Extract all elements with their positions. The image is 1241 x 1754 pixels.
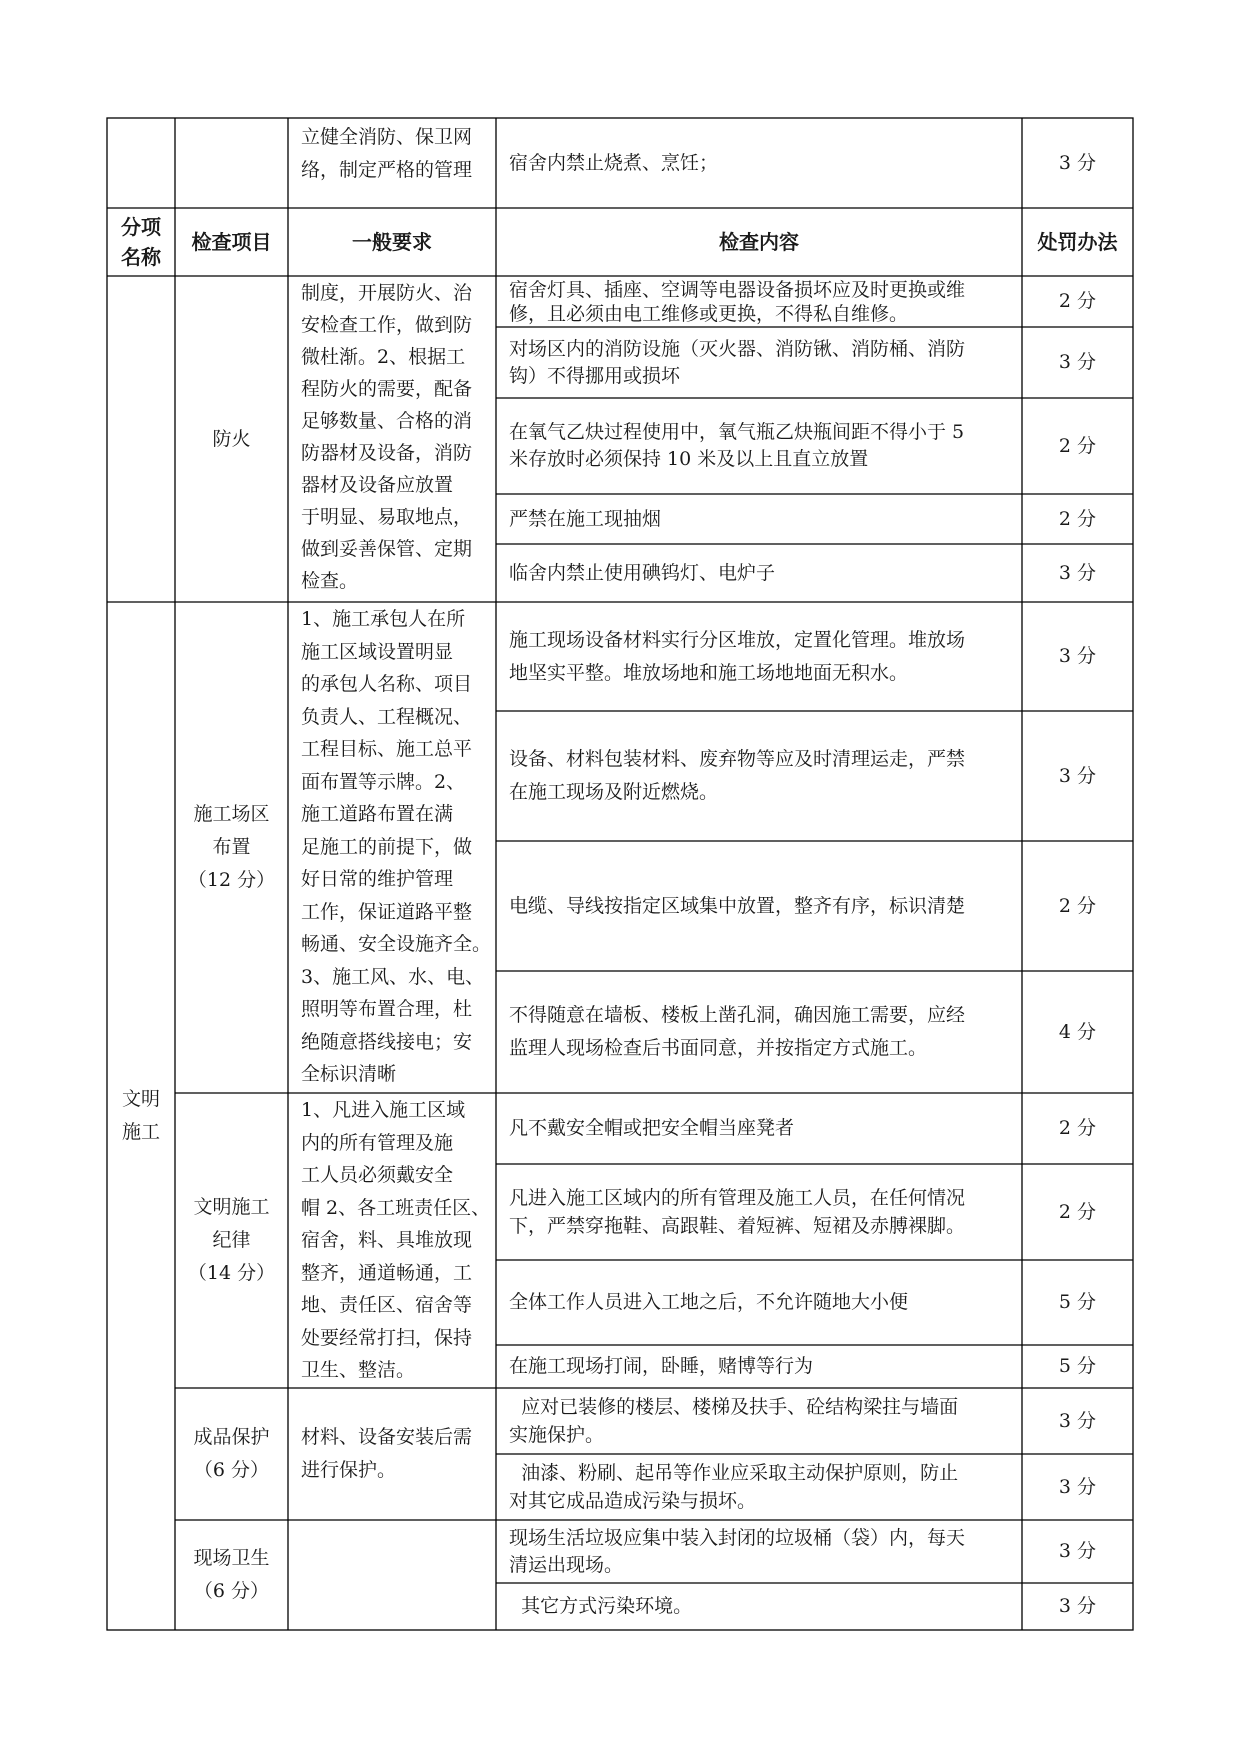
- header-content-label: 检查内容: [719, 229, 799, 254]
- penalty-value: 3 分: [1058, 1595, 1097, 1617]
- requirement-line: 材料、设备安装后需: [301, 1426, 473, 1448]
- content-line: 凡不戴安全帽或把安全帽当座凳者: [509, 1117, 795, 1139]
- requirement-line: 3、施工风、水、电、: [301, 965, 485, 988]
- penalty-value: 3 分: [1058, 1475, 1097, 1498]
- requirement-line: 面布置等示牌。2、: [301, 770, 466, 793]
- requirement-line: 地、责任区、宿舍等: [301, 1294, 473, 1316]
- fire-penalty-1: [1023, 277, 1132, 326]
- content-line: 地坚实平整。堆放场地和施工场地地面无积水。: [509, 661, 909, 684]
- header-requirement-label: 一般要求: [352, 229, 432, 254]
- header-category-line: 分项: [121, 215, 161, 239]
- item-line: （6 分）: [193, 1580, 270, 1602]
- requirement-line: 好日常的维护管理: [301, 868, 454, 890]
- content-line: 修，且必须由电工维修或更换，不得私自维修。: [509, 302, 909, 325]
- penalty-value: 2 分: [1058, 434, 1097, 457]
- hygiene-penalty-1: [1023, 1521, 1132, 1582]
- requirement-line: 检查。: [301, 570, 359, 592]
- discipline-penalty-1: [1023, 1094, 1132, 1163]
- discipline-content-2: [497, 1165, 1021, 1259]
- fire-penalty-3: [1023, 399, 1132, 493]
- requirement-line: 负责人、工程概况、: [301, 705, 473, 728]
- requirement-line: 微杜渐。2、根据工: [301, 346, 466, 368]
- penalty-value: 3 分: [1058, 561, 1097, 584]
- header-category: [108, 209, 174, 275]
- requirement-line: 施工区域设置明显: [301, 640, 454, 663]
- item-line: 布置: [212, 836, 251, 858]
- header-item: [176, 209, 287, 275]
- header-item-label: 检查项目: [191, 229, 272, 254]
- penalty-value: 3 分: [1058, 151, 1097, 174]
- hygiene-requirement-cell: [289, 1521, 495, 1629]
- content-line: 全体工作人员进入工地之后，不允许随地大小便: [509, 1291, 909, 1313]
- penalty-value: 2 分: [1058, 290, 1097, 312]
- content-line: 对其它成品造成污染与损坏。: [509, 1490, 757, 1512]
- content-line: 在氧气乙炔过程使用中，氧气瓶乙炔瓶间距不得小于 5: [509, 421, 965, 443]
- content-line: 清运出现场。: [509, 1553, 624, 1576]
- layout-requirement-cell: [289, 603, 495, 1092]
- requirement-line: 足够数量、合格的消: [301, 410, 473, 432]
- layout-penalty-4: [1023, 972, 1132, 1092]
- content-line: 凡进入施工区域内的所有管理及施工人员，在任何情况: [509, 1187, 966, 1209]
- requirement-line: 工作，保证道路平整: [301, 900, 473, 923]
- fire-content-4: [497, 495, 1021, 543]
- content-line: 其它方式污染环境。: [509, 1595, 693, 1617]
- fire-penalty-4: [1023, 495, 1132, 543]
- discipline-item-cell: [176, 1094, 287, 1387]
- protection-penalty-2: [1023, 1455, 1132, 1519]
- requirement-line: 进行保护。: [301, 1459, 397, 1481]
- top-content-cell: [497, 119, 1021, 207]
- header-requirement: [289, 209, 495, 275]
- category-line: 文明: [121, 1088, 160, 1110]
- requirement-line: 1、施工承包人在所: [301, 608, 466, 630]
- layout-content-1: [497, 603, 1021, 710]
- content-line: 临舍内禁止使用碘钨灯、电炉子: [509, 561, 776, 584]
- protection-penalty-1: [1023, 1389, 1132, 1453]
- penalty-value: 2 分: [1058, 894, 1097, 917]
- requirement-line: 绝随意搭线接电；安: [301, 1030, 473, 1053]
- content-line: 施工现场设备材料实行分区堆放，定置化管理。堆放场: [509, 628, 966, 651]
- penalty-value: 5 分: [1058, 1355, 1097, 1377]
- content-line: 现场生活垃圾应集中装入封闭的垃圾桶（袋）内，每天: [509, 1526, 966, 1549]
- layout-penalty-2: [1023, 712, 1132, 840]
- content-line: 监理人现场检查后书面同意，并按指定方式施工。: [509, 1037, 928, 1059]
- fire-content-1: [497, 277, 1021, 326]
- content-line: 钩）不得挪用或损坏: [509, 364, 681, 387]
- requirement-line: 工程目标、施工总平: [301, 738, 473, 760]
- discipline-content-4: [497, 1346, 1021, 1387]
- content-line: 对场区内的消防设施（灭火器、消防锹、消防桶、消防: [509, 337, 966, 360]
- penalty-value: 3 分: [1058, 764, 1097, 787]
- item-line: （6 分）: [193, 1459, 270, 1481]
- discipline-penalty-4: [1023, 1346, 1132, 1387]
- requirement-line: 防器材及设备，消防: [301, 442, 473, 464]
- requirement-line: 照明等布置合理，杜: [301, 998, 473, 1020]
- requirement-line: 络，制定严格的管理: [301, 159, 473, 181]
- layout-penalty-1: [1023, 603, 1132, 710]
- item-line: 施工场区: [193, 803, 270, 825]
- requirement-line: 立健全消防、保卫网: [301, 126, 473, 148]
- requirement-line: 全标识清晰: [301, 1063, 397, 1085]
- requirement-line: 内的所有管理及施: [301, 1131, 454, 1154]
- requirement-line: 安检查工作，做到防: [301, 314, 473, 336]
- requirement-line: 于明显、易取地点，: [301, 506, 473, 528]
- content-line: 油漆、粉刷、起吊等作业应采取主动保护原则，防止: [509, 1462, 959, 1484]
- penalty-value: 3 分: [1058, 351, 1097, 373]
- top-requirement-cell: [289, 119, 495, 207]
- requirement-line: 1、凡进入施工区域: [301, 1099, 466, 1121]
- content-line: 在施工现场打闹，卧睡，赌博等行为: [509, 1355, 814, 1377]
- item-line: （14 分）: [187, 1262, 276, 1284]
- fire-penalty-2: [1023, 328, 1132, 397]
- protection-content-2: [497, 1455, 1021, 1519]
- requirement-line: 整齐，通道畅通，工: [301, 1261, 473, 1284]
- requirement-line: 处要经常打扫，保持: [301, 1326, 473, 1349]
- content-line: 电缆、导线按指定区域集中放置，整齐有序，标识清楚: [509, 894, 966, 917]
- layout-content-4: [497, 972, 1021, 1092]
- penalty-value: 5 分: [1058, 1291, 1097, 1313]
- requirement-line: 卫生、整洁。: [301, 1359, 416, 1381]
- layout-penalty-3: [1023, 842, 1132, 970]
- requirement-line: 制度，开展防火、治: [301, 282, 473, 304]
- requirement-line: 宿舍，料、具堆放现: [301, 1229, 473, 1251]
- penalty-value: 3 分: [1058, 1409, 1097, 1432]
- requirement-line: 帽 2、各工班责任区、: [301, 1196, 491, 1219]
- item-line: 文明施工: [193, 1196, 270, 1218]
- layout-item-cell: [176, 603, 287, 1092]
- requirement-line: 足施工的前提下，做: [301, 835, 473, 858]
- discipline-requirement-cell: [289, 1094, 495, 1387]
- discipline-penalty-3: [1023, 1261, 1132, 1344]
- category-line: 施工: [121, 1121, 160, 1143]
- hygiene-content-1: [497, 1521, 1021, 1582]
- header-content: [497, 209, 1021, 275]
- penalty-value: 4 分: [1058, 1020, 1097, 1043]
- layout-content-2: [497, 712, 1021, 840]
- content-line: 严禁在施工现抽烟: [509, 507, 662, 530]
- fire-content-5: [497, 545, 1021, 601]
- discipline-penalty-2: [1023, 1165, 1132, 1259]
- content-line: 在施工现场及附近燃烧。: [509, 781, 719, 803]
- hygiene-penalty-2: [1023, 1584, 1132, 1629]
- penalty-value: 3 分: [1058, 1540, 1097, 1562]
- header-category-line: 名称: [121, 245, 161, 269]
- item-line: 成品保护: [193, 1426, 270, 1448]
- top-penalty-cell: [1023, 119, 1132, 207]
- requirement-line: 畅通、安全设施齐全。: [301, 933, 492, 955]
- content-line: 宿舍内禁止烧煮、烹饪；: [509, 151, 719, 174]
- penalty-value: 2 分: [1058, 1200, 1097, 1223]
- discipline-content-1: [497, 1094, 1021, 1163]
- item-line: 纪律: [212, 1229, 251, 1251]
- layout-content-3: [497, 842, 1021, 970]
- header-penalty-label: 处罚办法: [1037, 229, 1118, 254]
- content-line: 设备、材料包装材料、废弃物等应及时清理运走，严禁: [509, 748, 966, 770]
- content-line: 不得随意在墙板、楼板上凿孔洞，确因施工需要，应经: [509, 1004, 966, 1026]
- fire-content-2: [497, 328, 1021, 397]
- content-line: 米存放时必须保持 10 米及以上且直立放置: [509, 448, 869, 470]
- requirement-line: 做到妥善保管、定期: [301, 538, 473, 560]
- protection-item-cell: [176, 1389, 287, 1519]
- requirement-line: 的承包人名称、项目: [301, 673, 473, 695]
- protection-requirement-cell: [289, 1389, 495, 1519]
- civilized-category-cell: [108, 603, 174, 1629]
- requirement-line: 器材及设备应放置: [301, 474, 454, 496]
- content-line: 下，严禁穿拖鞋、高跟鞋、着短裤、短裙及赤膊裸脚。: [509, 1215, 966, 1237]
- fire-item-cell: [176, 277, 287, 601]
- protection-content-1: [497, 1389, 1021, 1453]
- content-line: 应对已装修的楼层、楼梯及扶手、砼结构梁拄与墙面: [509, 1396, 959, 1418]
- requirement-line: 程防火的需要，配备: [301, 378, 473, 400]
- content-line: 宿舍灯具、插座、空调等电器设备损坏应及时更换或维: [509, 278, 966, 301]
- fire-requirement-cell: [289, 277, 495, 601]
- requirement-line: 施工道路布置在满: [301, 803, 454, 825]
- content-line: 实施保护。: [509, 1424, 605, 1446]
- penalty-value: 3 分: [1058, 645, 1097, 667]
- item-line: 现场卫生: [193, 1547, 270, 1569]
- fire-content-3: [497, 399, 1021, 493]
- item-line: （12 分）: [187, 869, 276, 891]
- hygiene-content-2: [497, 1584, 1021, 1629]
- hygiene-item-cell: [176, 1521, 287, 1629]
- discipline-content-3: [497, 1261, 1021, 1344]
- fire-item-label: 防火: [212, 427, 251, 450]
- fire-penalty-5: [1023, 545, 1132, 601]
- penalty-value: 2 分: [1058, 507, 1097, 530]
- penalty-value: 2 分: [1058, 1117, 1097, 1139]
- requirement-line: 工人员必须戴安全: [301, 1164, 454, 1186]
- header-penalty: [1023, 209, 1132, 275]
